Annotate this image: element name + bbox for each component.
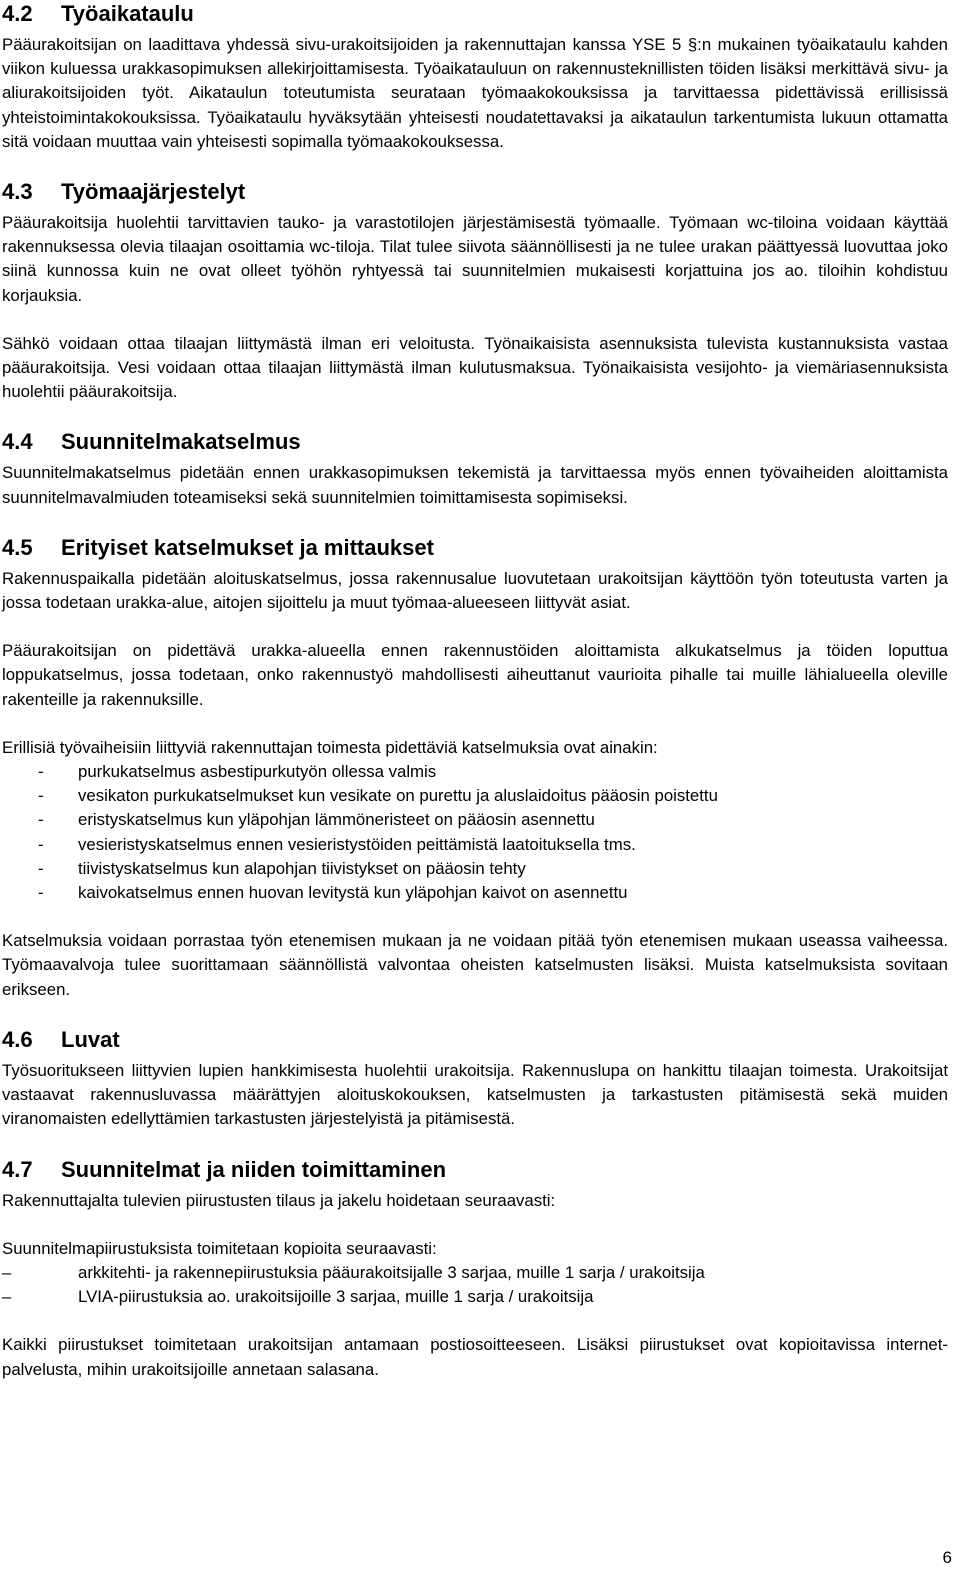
list-item	[2, 833, 948, 857]
paragraph: Rakennuspaikalla pidetään aloituskatselmus, jossa rakennusalue luovutetaan urakoitsijan käyttöön työn toteutusta varten ja jossa todetaan urakka-alue, aitojen sijoittelu ja muut työmaa-alueeseen liittyvät asiat.	[2, 568, 948, 613]
list-item-text: purkukatselmus asbestipurkutyön ollessa valmis	[78, 762, 437, 782]
section-heading	[2, 178, 948, 205]
dash-marker: -	[38, 810, 44, 830]
section-title: Erityiset katselmukset ja mittaukset	[61, 534, 434, 560]
section-number: 4.3	[2, 179, 33, 205]
section-4-6	[2, 1026, 948, 1132]
paragraph: Pääurakoitsijan on laadittava yhdessä sivu-urakoitsijoiden ja rakennuttajan kanssa YSE 5 §:n mukainen työaikataulu kahden viikon kuluessa urakkasopimuksen allekirjoittamisesta. Työaikatauluun on rakennusteknillisten töiden lisäksi merkittävä sivu- ja aliurakoitsijoiden työt. Aikataulun toteutumista seurataan työmaakokouksissa ja tarvittaessa pidettävissä erillisissä yhteistoimintakokouksissa. Työaikataulu hyväksytään yhteisesti noudatettavaksi ja aikataulun tarkentumista lukuun ottamatta sitä voidaan muuttaa vain yhteisesti sopimalla työmaakokouksessa.	[2, 35, 948, 151]
section-4-3	[2, 178, 948, 404]
list-item	[2, 857, 948, 881]
paragraph: Kaikki piirustukset toimitetaan urakoitsijan antamaan postiosoitteeseen. Lisäksi piirustukset ovat kopioitavissa internet-palvelusta, mihin urakoitsijoille annetaan salasana.	[2, 1335, 948, 1379]
list-item-text: LVIA-piirustuksia ao. urakoitsijoille 3 sarjaa, muille 1 sarja / urakoitsija	[78, 1287, 594, 1307]
list-item-text: vesikaton purkukatselmukset kun vesikate on purettu ja aluslaidoitus pääosin poistettu	[78, 786, 718, 806]
section-heading	[2, 428, 948, 455]
section-heading	[2, 534, 948, 561]
section-4-5	[2, 534, 948, 1002]
dash-marker: -	[38, 834, 44, 854]
list-item	[2, 1285, 948, 1309]
list-item	[2, 760, 948, 784]
paragraph: Pääurakoitsijan on pidettävä urakka-alueella ennen rakennustöiden aloittamista alkukatselmus ja töiden loputtua loppukatselmus, jossa todetaan, onko rakennustyö mahdollisesti aiheuttanut vaurioita pihalle tai muille lähialueella oleville rakenteille ja rakennuksille.	[2, 641, 948, 709]
list-item-text: eristyskatselmus kun yläpohjan lämmöneristeet on pääosin asennettu	[78, 810, 595, 830]
list-item	[2, 784, 948, 808]
section-number: 4.4	[2, 429, 33, 455]
section-title: Suunnitelmat ja niiden toimittaminen	[61, 1156, 447, 1182]
inspection-list	[2, 760, 948, 905]
list-item	[2, 808, 948, 832]
page-number: 6	[942, 1548, 952, 1567]
list-item-text: vesieristyskatselmus ennen vesieristystöiden peittämistä laatoituksella tms.	[78, 834, 636, 854]
paragraph: Katselmuksia voidaan porrastaa työn etenemisen mukaan ja ne voidaan pitää työn etenemisen mukaan useassa vaiheessa. Työmaavalvoja tulee suorittamaan säännöllistä valvontaa oheisten katselmusten lisäksi. Muista katselmuksista sovitaan erikseen.	[2, 931, 948, 999]
dash-marker: –	[2, 1287, 12, 1307]
paragraph: Sähkö voidaan ottaa tilaajan liittymästä ilman eri veloitusta. Työnaikaisista asennuksista tulevista kustannuksista vastaa pääurakoitsija. Vesi voidaan ottaa tilaajan liittymästä ilman kulutusmaksua. Työnaikaisista vesijohto- ja viemäriasennuksista huolehtii pääurakoitsija.	[2, 333, 948, 402]
section-4-4	[2, 428, 948, 509]
dash-marker: –	[2, 1262, 12, 1282]
list-item-text: arkkitehti- ja rakennepiirustuksia pääurakoitsijalle 3 sarjaa, muille 1 sarja / urakoitsija	[78, 1262, 705, 1282]
paragraph: Pääurakoitsija huolehtii tarvittavien tauko- ja varastotilojen järjestämisestä työmaalle. Työmaan wc-tiloina voidaan käyttää rakennuksessa olevia tilaajan osoittamia wc-tiloja. Tilat tulee siivota säännöllisesti ja ne tulee urakan päättyessä luovuttaa joko siinä kunnossa kuin ne ovat olleet työhön ryhtyessä tai suunnitelmien mukaisesti korjattuina jos ao. tiloihin kohdistuu korjauksia.	[2, 213, 948, 305]
drawings-list	[2, 1261, 948, 1309]
list-intro: Suunnitelmapiirustuksista toimitetaan kopioita seuraavasti:	[2, 1238, 437, 1258]
section-number: 4.2	[2, 1, 33, 26]
section-heading	[2, 1026, 948, 1053]
section-heading	[2, 1156, 948, 1183]
section-number: 4.5	[2, 534, 33, 560]
dash-marker: -	[38, 762, 44, 782]
list-item-text: kaivokatselmus ennen huovan levitystä kun yläpohjan kaivot on asennettu	[78, 883, 628, 903]
section-4-2	[2, 0, 948, 154]
paragraph: Työsuoritukseen liittyvien lupien hankkimisesta huolehtii urakoitsija. Rakennuslupa on hankittu tilaajan toimesta. Urakoitsijat vastaavat rakennusluvassa määrättyjen aloituskokouksen, katselmusten ja tarkastusten pitämisestä sekä muiden viranomaisten edellyttämien tarkastusten järjestelyistä ja pitämisestä.	[2, 1060, 948, 1129]
list-item	[2, 1261, 948, 1285]
section-title: Työaikataulu	[61, 1, 194, 26]
document-page	[2, 0, 948, 1382]
section-4-7	[2, 1156, 948, 1382]
list-item	[2, 881, 948, 905]
paragraph: Suunnitelmakatselmus pidetään ennen urakkasopimuksen tekemistä ja tarvittaessa myös ennen työvaiheiden aloittamista suunnitelmavalmiuden toteamiseksi sekä suunnitelmien toimittamisesta sopimiseksi.	[2, 463, 948, 507]
list-item-text: tiivistyskatselmus kun alapohjan tiivistykset on pääosin tehty	[78, 858, 526, 878]
paragraph: Rakennuttajalta tulevien piirustusten tilaus ja jakelu hoidetaan seuraavasti:	[2, 1190, 556, 1210]
section-number: 4.7	[2, 1156, 33, 1182]
section-heading	[2, 0, 948, 27]
section-title: Suunnitelmakatselmus	[61, 429, 301, 455]
dash-marker: -	[38, 858, 44, 878]
dash-marker: -	[38, 786, 44, 806]
dash-marker: -	[38, 883, 44, 903]
section-number: 4.6	[2, 1026, 33, 1052]
section-title: Työmaajärjestelyt	[61, 179, 246, 205]
list-intro: Erillisiä työvaiheisiin liittyviä rakennuttajan toimesta pidettäviä katselmuksia ovat ainakin:	[2, 737, 658, 757]
section-title: Luvat	[61, 1026, 120, 1052]
